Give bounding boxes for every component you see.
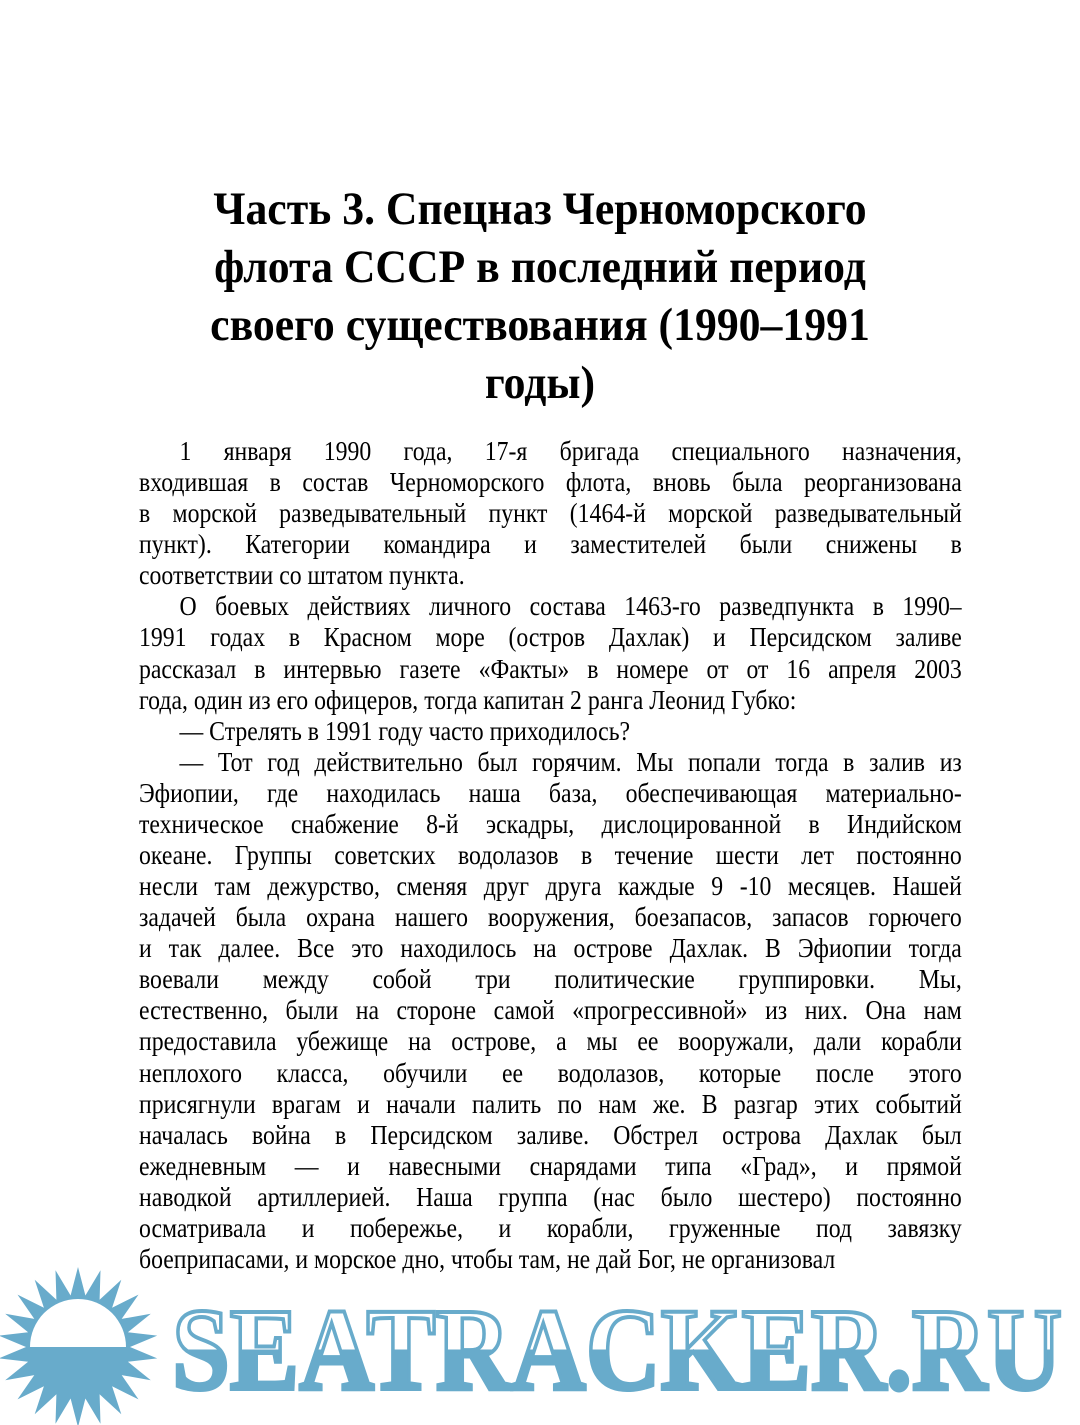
text-line: — Тот год действительно был горячим. Мы попали тогда в залив из — [179, 746, 962, 777]
text-line: наводкой артиллерией. Наша группа (нас было шестеро) постоянно — [139, 1181, 962, 1212]
text-line: несли там дежурство, сменяя друг друга каждые 9 -10 месяцев. Нашей — [139, 871, 962, 902]
text-line: Эфиопии, где находилась наша база, обеспечивающая материально- — [139, 777, 962, 808]
text-line: ежедневным — и навесными снарядами типа «Град», и прямой — [139, 1150, 962, 1181]
chapter-title — [0, 180, 1080, 412]
title-line: своего существования (1990–1991 — [210, 299, 870, 351]
text-line: пункт). Категории командира и заместителей были снижены в — [139, 529, 962, 560]
text-line: в морской разведывательный пункт (1464-й морской разведывательный — [139, 498, 962, 529]
text-line: естественно, были на стороне самой «прогрессивной» из них. Она нам — [139, 995, 962, 1026]
text-line: и так далее. Все это находилось на острове Дахлак. В Эфиопии тогда — [139, 933, 962, 964]
text-line: входившая в состав Черноморского флота, вновь была реорганизована — [139, 467, 962, 498]
seatracker-watermark-logo — [0, 1265, 1080, 1425]
title-line: Часть 3. Спецназ Черноморского — [213, 183, 867, 235]
text-line: техническое снабжение 8-й эскадры, дислоцированной в Индийском — [139, 808, 962, 839]
text-line: рассказал в интервью газете «Факты» в номере от от 16 апреля 2003 — [139, 653, 962, 684]
text-line: О боевых действиях личного состава 1463-го разведпункта в 1990– — [179, 591, 962, 622]
text-line: 1 января 1990 года, 17-я бригада специального назначения, — [179, 436, 962, 466]
title-line: флота СССР в последний период — [214, 241, 866, 293]
text-line: 1991 годах в Красном море (остров Дахлак) и Персидском заливе — [139, 622, 962, 653]
sun-icon — [0, 1267, 157, 1425]
logo-text: SEATRACKER.RU — [172, 1284, 1062, 1415]
text-line: соответствии со штатом пункта. — [139, 560, 465, 591]
text-line: года, один из его офицеров, тогда капитан 2 ранга Леонид Губко: — [139, 684, 797, 715]
text-line: океане. Группы советских водолазов в течение шести лет постоянно — [139, 840, 962, 871]
text-line: задачей была охрана нашего вооружения, боезапасов, запасов горючего — [139, 902, 962, 933]
text-line: предоставила убежище на острове, а мы ее вооружали, дали корабли — [139, 1026, 962, 1057]
title-line: годы) — [484, 357, 596, 409]
body-text — [139, 436, 962, 1275]
text-line: присягнули врагам и начали палить по нам же. В разгар этих событий — [139, 1088, 962, 1119]
text-line: воевали между собой три политические группировки. Мы, — [139, 964, 962, 995]
text-line: боеприпасами, и морское дно, чтобы там, не дай Бог, не организовал — [139, 1244, 836, 1275]
text-line: началась война в Персидском заливе. Обстрел острова Дахлак был — [139, 1119, 962, 1150]
text-line: осматривала и побережье, и корабли, груженные под завязку — [139, 1212, 962, 1243]
text-line: неплохого класса, обучили ее водолазов, которые после этого — [139, 1057, 962, 1088]
text-line: — Стрелять в 1991 году часто приходилось? — [179, 715, 631, 746]
